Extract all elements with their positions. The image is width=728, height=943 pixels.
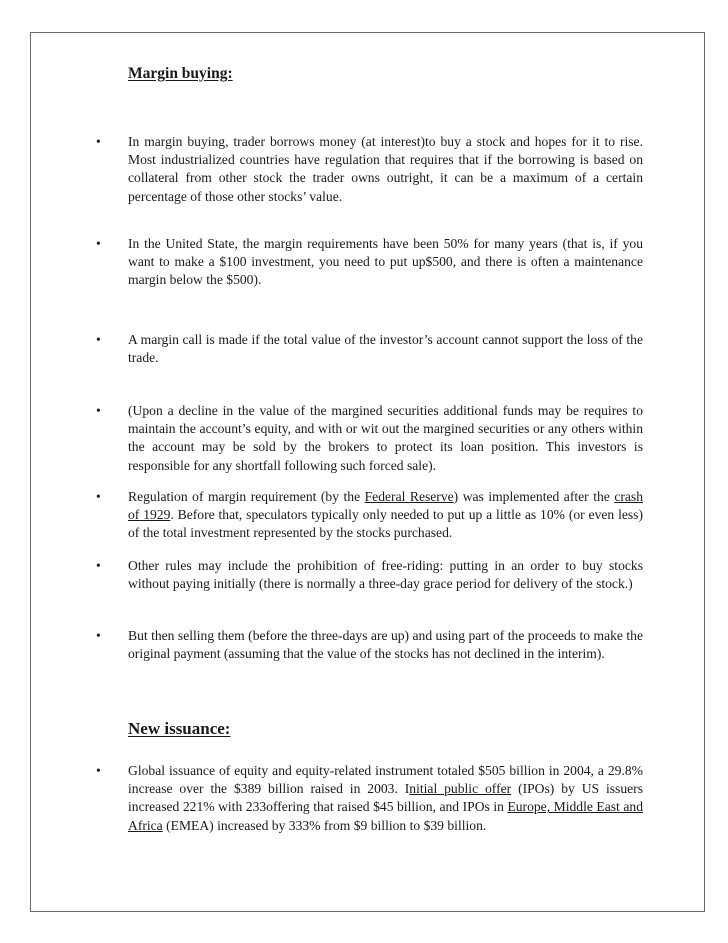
crash-of-1929-link[interactable]: crash of 1929 (128, 489, 643, 523)
bullet-text-1: In margin buying, trader borrows money (at interest)to buy a stock and hopes for it to rise. Most industrialized countries have regulation that requires that if the borrowing is based on collateral from other stock the trader owns outright, it can be a maximum of a certain percentage of those other stocks’ value. (128, 134, 643, 204)
federal-reserve-link[interactable]: Federal Reserve (364, 489, 454, 504)
emea-link[interactable]: Europe, Middle East and Africa (128, 799, 643, 833)
bullet-dot: • (96, 134, 101, 149)
bullet-dot: • (96, 763, 101, 778)
bullet-text-6: Other rules may include the prohibition of free-riding: putting in an order to buy stocks without paying initially (there is normally a three-day grace period for delivery of the stock.) (128, 558, 643, 592)
text-run: (IPOs) by US issuers increased 221% with 233offering that raised $45 billion, and IPOs in (128, 781, 643, 815)
bullet-dot: • (96, 628, 101, 643)
initial-public-offer-link[interactable]: nitial public offer (409, 781, 512, 797)
bullet-item-5 (96, 488, 643, 543)
bullet-text-3: A margin call is made if the total value of the investor’s account cannot support the loss of the trade. (128, 332, 643, 366)
bullet-item-6 (96, 557, 643, 593)
heading-margin-buying: Margin buying: (128, 65, 233, 82)
bullet-item-8 (96, 762, 643, 835)
text-run: . Before that, speculators typically only needed to put up a little as 10% (or even less) of the total investment represented by the stocks purchased. (128, 507, 643, 541)
text-run: (EMEA) increased by 333% from $9 billion to $39 billion. (162, 817, 487, 833)
bullet-dot: • (96, 558, 101, 573)
bullet-text-4: (Upon a decline in the value of the margined securities additional funds may be requires to maintain the account’s equity, and with or wit out the margined securities or any others within the account may be sold by the brokers to protect its loan position. This investors is responsible for any shortfall following such forced sale). (128, 403, 643, 473)
text-run: Regulation of margin requirement (by the (128, 489, 365, 504)
bullet-dot: • (96, 403, 101, 418)
bullet-dot: • (96, 332, 101, 347)
text-run: Global issuance of equity and equity-related instrument totaled $505 billion in 2004, a 29.8% increase over the $389 billion raised in 2003. I (128, 763, 643, 797)
bullet-item-3 (96, 331, 643, 367)
bullet-text-7: But then selling them (before the three-days are up) and using part of the proceeds to make the original payment (assuming that the value of the stocks has not declined in the interim). (128, 628, 643, 662)
bullet-item-1 (96, 133, 643, 206)
bullet-text-8 (128, 762, 643, 835)
bullet-item-2 (96, 235, 643, 290)
bullet-item-4 (96, 402, 643, 475)
bullet-text-5 (128, 488, 643, 543)
text-run: ) was implemented after the (453, 489, 615, 504)
heading-new-issuance: New issuance: (128, 719, 231, 738)
bullet-text-2: In the United State, the margin requirements have been 50% for many years (that is, if you want to make a $100 investment, you need to put up$500, and there is often a maintenance margin below the $500). (128, 236, 643, 288)
bullet-dot: • (96, 236, 101, 251)
bullet-dot: • (96, 489, 101, 504)
bullet-item-7 (96, 627, 643, 663)
